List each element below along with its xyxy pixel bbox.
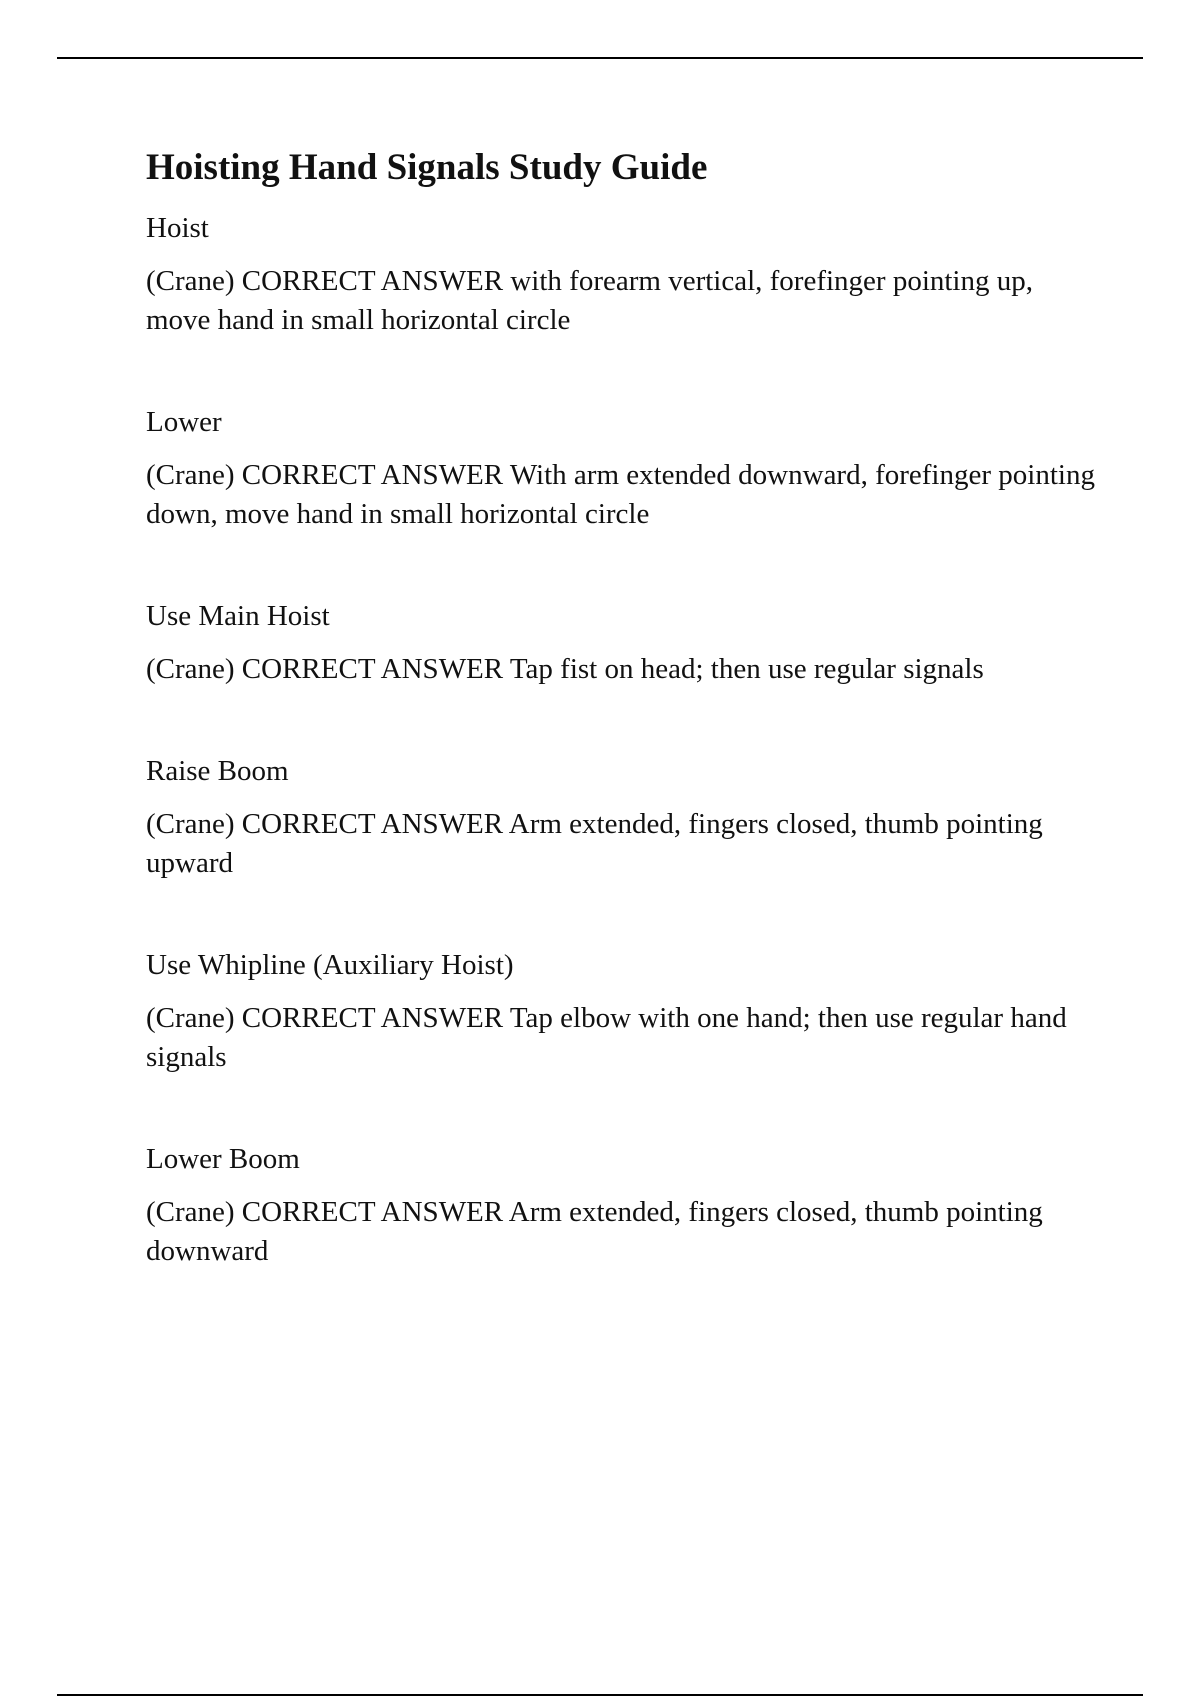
entry-term: Use Main Hoist (146, 600, 330, 632)
entry-definition: (Crane) CORRECT ANSWER Arm extended, fingers closed, thumb pointing downward (146, 1196, 1043, 1267)
entry-term: Hoist (146, 212, 209, 244)
entry-term: Lower Boom (146, 1143, 300, 1175)
flashcard-entry (146, 596, 1096, 689)
entry-term: Raise Boom (146, 755, 289, 787)
flashcard-entry (146, 1139, 1096, 1271)
entry-term: Lower (146, 406, 222, 438)
page-title: Hoisting Hand Signals Study Guide (146, 147, 708, 188)
entry-term: Use Whipline (Auxiliary Hoist) (146, 949, 514, 981)
flashcard-entry (146, 208, 1096, 340)
flashcard-entry (146, 751, 1096, 883)
entry-definition: (Crane) CORRECT ANSWER Arm extended, fingers closed, thumb pointing upward (146, 808, 1043, 879)
flashcard-entry (146, 402, 1096, 534)
document-body (146, 146, 1096, 1333)
entry-definition: (Crane) CORRECT ANSWER Tap elbow with one hand; then use regular hand signals (146, 1002, 1067, 1073)
entry-definition: (Crane) CORRECT ANSWER With arm extended downward, forefinger pointing down, move hand in small horizontal circle (146, 459, 1095, 530)
entry-definition: (Crane) CORRECT ANSWER with forearm vertical, forefinger pointing up, move hand in small horizontal circle (146, 265, 1033, 336)
bottom-rule (57, 1694, 1143, 1696)
flashcard-entry (146, 945, 1096, 1077)
entry-definition: (Crane) CORRECT ANSWER Tap fist on head; then use regular signals (146, 653, 984, 685)
top-rule (57, 57, 1143, 59)
